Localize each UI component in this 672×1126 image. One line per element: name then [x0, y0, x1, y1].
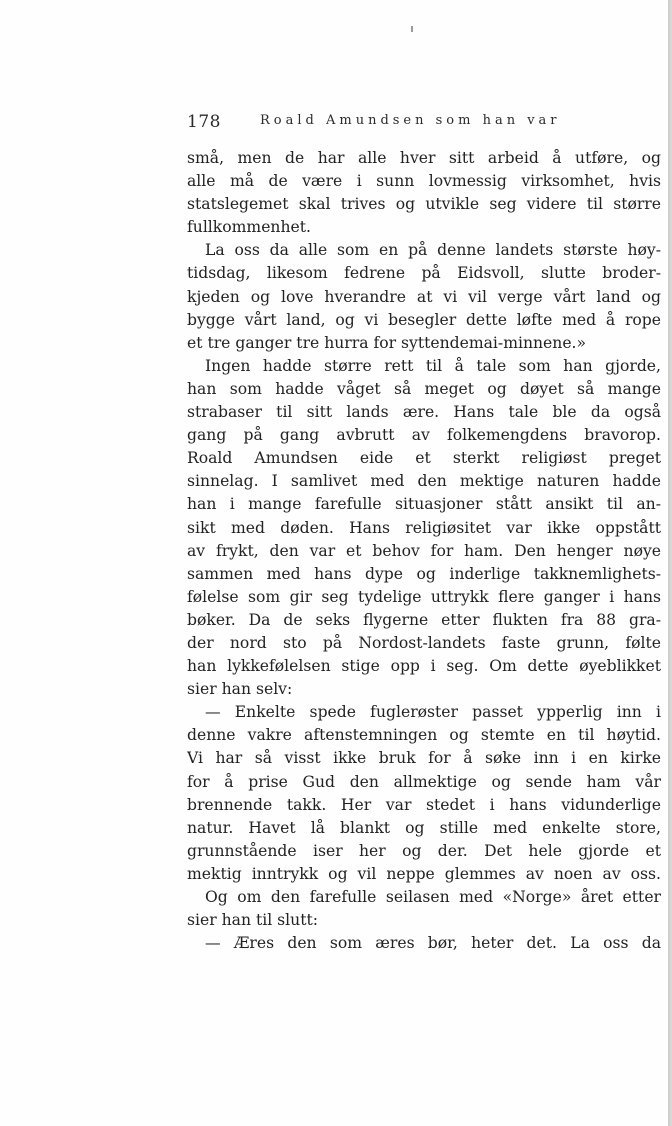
text-line: statslegemet skal trives og utvikle seg videre til større	[187, 195, 661, 214]
text-line: sikt med døden. Hans religiøsitet var ikke oppstått	[187, 518, 661, 537]
page-number: 178	[187, 112, 221, 132]
text-line: Vi har så visst ikke bruk for å søke inn i en kirke	[187, 749, 661, 768]
text-line: alle må de være i sunn lovmessig virksomhet, hvis	[187, 172, 661, 191]
text-line: kjeden og love hverandre at vi vil verge vårt land og	[187, 287, 661, 306]
text-line: — Enkelte spede fuglerøster passet ypperlig inn i	[205, 703, 661, 722]
text-line: sinnelag. I samlivet med den mektige naturen hadde	[187, 472, 661, 491]
print-mark	[411, 26, 413, 32]
text-line: han lykkefølelsen stige opp i seg. Om dette øyeblikket	[187, 657, 661, 676]
text-line: følelse som gir seg tydelige uttrykk flere ganger i hans	[187, 587, 661, 606]
text-line: denne vakre aftenstemningen og stemte en til høytid.	[187, 726, 661, 745]
text-line: av frykt, den var et behov for ham. Den henger nøye	[187, 541, 661, 560]
text-line: gang på gang avbrutt av folkemengdens bravorop.	[187, 426, 661, 445]
text-line: han i mange farefulle situasjoner stått ansikt til an-	[187, 495, 661, 514]
text-line: mektig inntrykk og vil neppe glemmes av noen av oss.	[187, 864, 661, 883]
text-line: La oss da alle som en på denne landets største høy-	[205, 241, 661, 260]
text-line: Ingen hadde større rett til å tale som han gjorde,	[205, 356, 661, 375]
text-line: bygge vårt land, og vi besegler dette løfte med å rope	[187, 310, 661, 329]
text-line: strabaser til sitt lands ære. Hans tale ble da også	[187, 403, 661, 422]
text-line: et tre ganger tre hurra for syttendemai-minnene.»	[187, 333, 587, 352]
text-line: tidsdag, likesom fedrene på Eidsvoll, slutte broder-	[187, 264, 661, 283]
text-line: for å prise Gud den allmektige og sende ham vår	[187, 772, 661, 791]
text-line: brennende takk. Her var stedet i hans vidunderlige	[187, 795, 661, 814]
text-line: små, men de har alle hver sitt arbeid å utføre, og	[187, 149, 661, 167]
text-line: natur. Havet lå blankt og stille med enkelte store,	[187, 818, 661, 837]
text-line: grunnstående iser her og der. Det hele gjorde et	[187, 841, 661, 860]
text-line: sammen med hans dype og inderlige takknemlighets-	[187, 564, 661, 583]
body-text	[187, 147, 661, 955]
text-line: sier han selv:	[187, 680, 293, 699]
text-line: der nord sto på Nordost-landets faste grunn, følte	[187, 633, 661, 652]
text-line: Og om den farefulle seilasen med «Norge» året etter	[205, 888, 661, 906]
text-line: — Æres den som æres bør, heter det. La oss da	[205, 934, 661, 953]
text-line: bøker. Da de seks flygerne etter flukten fra 88 gra-	[187, 610, 661, 629]
running-title: Roald Amundsen som han var	[260, 113, 561, 128]
text-line: sier han til slutt:	[187, 911, 318, 930]
text-line: Roald Amundsen eide et sterkt religiøst preget	[187, 449, 661, 468]
text-line: fullkommenhet.	[187, 218, 311, 237]
text-line: han som hadde våget så meget og døyet så mange	[187, 379, 661, 398]
page-header	[187, 112, 662, 136]
